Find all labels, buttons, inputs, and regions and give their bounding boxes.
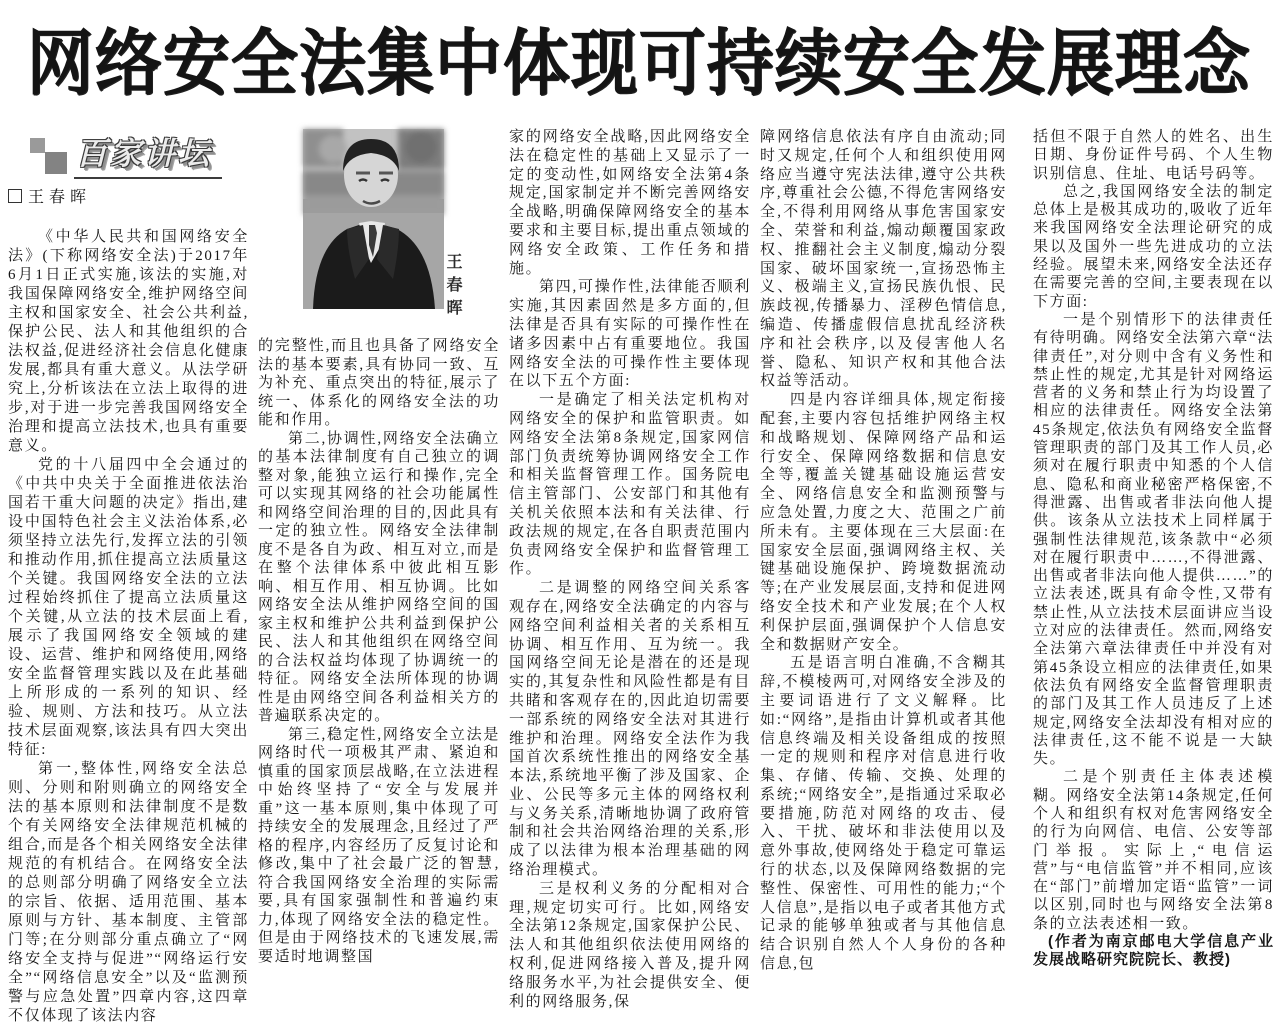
paragraph: 括但不限于自然人的姓名、出生日期、身份证件号码、个人生物识别信息、住址、电话号码等。	[1033, 129, 1274, 182]
paragraph: 党的十八届四中全会通过的《中共中央关于全面推进依法治国若干重大问题的决定》指出,建设中国特色社会主义法治体系,必须坚持立法先行,发挥立法的引领和推动作用,抓住提高立法质量这个关键。我国网络安全法的立法过程始终抓住了提高立法质量这个关键,从立法的技术层面上看,展示了我国网络安全领域的建设、运营、维护和网络使用,网络安全监督管理实践以及在此基础上所形成的一系列的知识、经验、规则、方法和技巧。从立法技术层面观察,该法具有四大突出特征:	[8, 457, 249, 758]
author-affiliation-note: (作者为南京邮电大学信息产业发展战略研究院院长、教授)	[1033, 933, 1274, 969]
text-column-3	[509, 128, 751, 1010]
text-column-1	[8, 228, 249, 1024]
column-banner	[28, 134, 258, 180]
author-photo-graphic	[303, 129, 444, 309]
article-headline: 网络安全法集中体现可持续安全发展理念	[26, 24, 1251, 105]
paragraph: 第三,稳定性,网络安全立法是网络时代一项极其严肃、紧迫和慎重的国家顶层战略,在立法进程中始终坚持了“安全与发展并重”这一基本原则,集中体现了可持续安全的发展理念,且经过了严格的程序,内容经历了反复讨论和修改,集中了社会最广泛的智慧,符合我国网络安全治理的实际需要,具有国家强制性和普遍约束力,体现了网络安全法的稳定性。但是由于网络技术的飞速发展,需要适时地调整国	[258, 726, 500, 965]
paragraph: 一是个别情形下的法律责任有待明确。网络安全法第六章“法律责任”,对分则中含有义务性和禁止性的规定,尤其是针对网络运营者的义务和禁止行为均设置了相应的法律责任。网络安全法第45条规定,依法负有网络安全监督管理职责的部门及其工作人员,必须对在履行职责中知悉的个人信息、隐私和商业秘密严格保密,不得泄露、出售或者非法向他人提供。该条从立法技术上同样属于强制性法律规范,该条款中“必须对在履行职责中……,不得泄露、出售或者非法向他人提供……”的立法表述,既具有命令性,又带有禁止性,从立法技术层面讲应当设立对应的法律责任。然而,网络安全法第六章法律责任中并没有对第45条设立相应的法律责任,如果依法负有网络安全监督管理职责的部门及其工作人员违反了上述规定,网络安全法却没有相对应的法律责任,这不能不说是一大缺失。	[1033, 311, 1274, 768]
paragraph: 二是调整的网络空间关系客观存在,网络安全法确定的内容与网络空间利益相关者的关系相互协调、相互作用、互为统一。我国网络空间无论是潜在的还是现实的,其复杂性和风险性都是有目共睹和客观存在的,因此迫切需要一部系统的网络安全法对其进行维护和治理。网络安全法作为我国首次系统性推出的网络安全基本法,系统地平衡了涉及国家、企业、公民等多元主体的网络权利与义务关系,清晰地协调了政府管制和社会共治网络治理的关系,形成了以法律为根本治理基础的网络治理模式。	[509, 580, 751, 879]
text-column-2	[258, 337, 500, 965]
author-name: 王春晖	[28, 189, 92, 206]
paragraph: 总之,我国网络安全法的制定总体上是极其成功的,吸收了近年来我国网络安全法理论研究的成果以及国外一些先进成功的立法经验。展望未来,网络安全法还存在需要完善的空间,主要表现在以下方面:	[1033, 183, 1274, 310]
byline-square-icon	[8, 189, 22, 203]
text-column-5	[1033, 128, 1274, 969]
paragraph: 二是个别责任主体表述模糊。网络安全法第14条规定,任何个人和组织有权对危害网络安全的行为向网信、电信、公安等部门举报。实际上,“电信运营”与“电信监管”并不相同,应该在“部门”前增加定语“监管”一词以区别,同时也与网络安全法第8条的立法表述相一致。	[1033, 769, 1274, 932]
decor-square-small-icon	[30, 138, 45, 153]
paragraph: 家的网络安全战略,因此网络安全法在稳定性的基础上又显示了一定的变动性,如网络安全法第4条规定,国家制定并不断完善网络安全战略,明确保障网络安全的基本要求和主要目标,提出重点领域的网络安全政策、工作任务和措施。	[509, 129, 751, 277]
banner-underline	[74, 177, 222, 179]
column-banner-label: 百家讲坛	[76, 136, 212, 171]
paragraph: 四是内容详细具体,规定衔接配套,主要内容包括维护网络主权和战略规划、保障网络产品和运行安全、保障网络数据和信息安全等,覆盖关键基础设施运营安全、网络信息安全和监测预警与应急处置,力度之大、范围之广前所未有。主要体现在三大层面:在国家安全层面,强调网络主权、关键基础设施保护、跨境数据流动等;在产业发展层面,支持和促进网络安全技术和产业发展;在个人权利保护层面,强调保护个人信息安全和数据财产安全。	[760, 392, 1007, 653]
photo-caption: 王春晖	[444, 253, 461, 322]
byline	[8, 184, 91, 207]
paragraph: 五是语言明白准确,不含糊其辞,不模棱两可,对网络安全涉及的主要词语进行了文义解释。比如:“网络”,是指由计算机或者其他信息终端及相关设备组成的按照一定的规则和程序对信息进行收集、存储、传输、交换、处理的系统;“网络安全”,是指通过采取必要措施,防范对网络的攻击、侵入、干扰、破坏和非法使用以及意外事故,使网络处于稳定可靠运行的状态,以及保障网络数据的完整性、保密性、可用性的能力;“个人信息”,是指以电子或者其他方式记录的能够单独或者与其他信息结合识别自然人个人身份的各种信息,包	[760, 655, 1007, 973]
paragraph: 第二,协调性,网络安全法确立的基本法律制度有自己独立的调整对象,能独立运行和操作,完全可以实现其网络的社会功能属性和网络空间治理的目的,因此具有一定的独立性。网络安全法律制度不是各自为政、相互对立,而是在整个法律体系中彼此相互影响、相互作用、相互协调。比如网络安全法从维护网络空间的国家主权和维护公共利益到保护公民、法人和其他组织在网络空间的合法权益均体现了协调统一的特征。网络安全法所体现的协调性是由网络空间各利益相关方的普遍联系决定的。	[258, 430, 500, 724]
paragraph: 的完整性,而且也具备了网络安全法的基本要素,具有协同一致、互为补充、重点突出的特征,展示了统一、体系化的网络安全法的功能和作用。	[258, 338, 500, 428]
paragraph: 第四,可操作性,法律能否顺利实施,其因素固然是多方面的,但法律是否具有实际的可操作性在诸多因素中占有重要地位。我国网络安全法的可操作性主要体现在以下五个方面:	[509, 279, 751, 390]
paragraph: 三是权利义务的分配相对合理,规定切实可行。比如,网络安全法第12条规定,国家保护公民、法人和其他组织依法使用网络的权利,促进网络接入普及,提升网络服务水平,为社会提供安全、便利的网络服务,保	[509, 880, 751, 1010]
paragraph: 一是确定了相关法定机构对网络安全的保护和监管职责。如网络安全法第8条规定,国家网信部门负责统筹协调网络安全工作和相关监督管理工作。国务院电信主管部门、公安部门和其他有关机关依照本法和有关法律、行政法规的规定,在各自职责范围内负责网络安全保护和监督管理工作。	[509, 392, 751, 578]
paragraph: 《中华人民共和国网络安全法》(下称网络安全法)于2017年6月1日正式实施,该法的实施,对我国保障网络安全,维护网络空间主权和国家安全、社会公共利益,保护公民、法人和其他组织的合法权益,促进经济社会信息化健康发展,都具有重大意义。从法学研究上,分析该法在立法上取得的进步,对于进一步完善我国网络安全治理和提高立法技术,也具有重要意义。	[8, 229, 249, 454]
decor-square-large-icon	[45, 152, 67, 174]
paragraph: 障网络信息依法有序自由流动;同时又规定,任何个人和组织使用网络应当遵守宪法法律,遵守公共秩序,尊重社会公德,不得危害网络安全,不得利用网络从事危害国家安全、荣誉和利益,煽动颠覆国家政权、推翻社会主义制度,煽动分裂国家、破坏国家统一,宣扬恐怖主义、极端主义,宣扬民族仇恨、民族歧视,传播暴力、淫秽色情信息,编造、传播虚假信息扰乱经济秩序和社会秩序,以及侵害他人名誉、隐私、知识产权和其他合法权益等活动。	[760, 129, 1007, 390]
paragraph: 第一,整体性,网络安全法总则、分则和附则确立的网络安全法的基本原则和法律制度不是数个有关网络安全法律规范机械的组合,而是各个相关网络安全法律规范的有机结合。在网络安全法的总则部分明确了网络安全立法的宗旨、依据、适用范围、基本原则与方针、基本制度、主管部门等;在分则部分重点确立了“网络安全支持与促进”“网络运行安全”“网络信息安全”以及“监测预警与应急处置”四章内容,这四章不仅体现了该法内容	[8, 761, 249, 1024]
text-column-4	[760, 128, 1007, 973]
author-photo	[303, 129, 444, 309]
